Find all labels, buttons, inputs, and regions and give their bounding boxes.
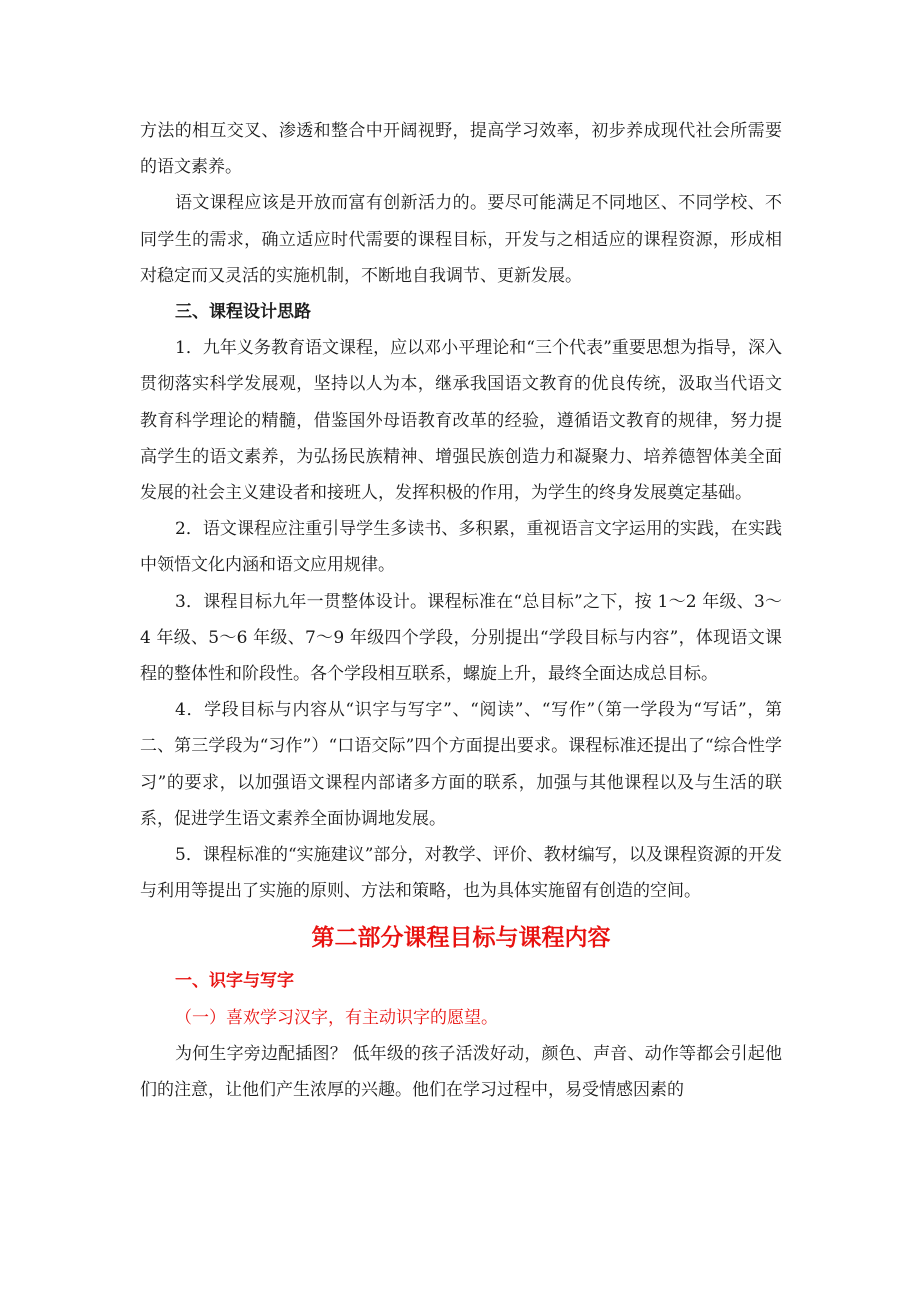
sub-subsection-heading: （一）喜欢学习汉字，有主动识字的愿望。	[175, 1007, 498, 1028]
part-title: 第二部分课程目标与课程内容	[311, 924, 611, 952]
paragraph: 方法的相互交叉、渗透和整合中开阔视野，提高学习效率，初步养成现代社会所需要的语文素养。	[140, 121, 782, 178]
subsection-heading: 一、识字与写字	[175, 971, 294, 992]
paragraph: 3．课程目标九年一贯整体设计。课程标准在“总目标”之下，按 1～2 年级、3～4 年级、5～6 年级、7～9 年级四个学段，分别提出“学段目标与内容”，体现语文课程的整体性和阶段性。各个学段相互联系，螺旋上升，最终全面达成总目标。	[140, 591, 782, 685]
paragraph: 4．学段目标与内容从“识字与写字”、“阅读”、“写作”（第一学段为“写话”，第二、第三学段为“习作”）“口语交际”四个方面提出要求。课程标准还提出了“综合性学习”的要求，以加强语文课程内部诸多方面的联系，加强与其他课程以及与生活的联系，促进学生语文素养全面协调地发展。	[140, 700, 782, 829]
paragraph: 为何生字旁边配插图？ 低年级的孩子活泼好动，颜色、声音、动作等都会引起他们的注意，让他们产生浓厚的兴趣。他们在学习过程中，易受情感因素的	[140, 1043, 782, 1101]
paragraph: 1．九年义务教育语文课程，应以邓小平理论和“三个代表”重要思想为指导，深入贯彻落实科学发展观，坚持以人为本，继承我国语文教育的优良传统，汲取当代语文教育科学理论的精髓，借鉴国外母语教育改革的经验，遵循语文教育的规律，努力提高学生的语文素养，为弘扬民族精神、增强民族创造力和凝聚力、培养德智体美全面发展的社会主义建设者和接班人，发挥积极的作用，为学生的终身发展奠定基础。	[140, 338, 782, 504]
paragraph: 语文课程应该是开放而富有创新活力的。要尽可能满足不同地区、不同学校、不同学生的需求，确立适应时代需要的课程目标，开发与之相适应的课程资源，形成相对稳定而又灵活的实施机制，不断地自我调节、更新发展。	[140, 193, 782, 286]
paragraph: 2．语文课程应注重引导学生多读书、多积累，重视语言文字运用的实践，在实践中领悟文化内涵和语文应用规律。	[140, 519, 782, 576]
section-heading: 三、课程设计思路	[175, 302, 311, 323]
paragraph: 5．课程标准的“实施建议”部分，对教学、评价、教材编写，以及课程资源的开发与利用等提出了实施的原则、方法和策略，也为具体实施留有创造的空间。	[140, 845, 782, 902]
document-body	[140, 113, 782, 1108]
